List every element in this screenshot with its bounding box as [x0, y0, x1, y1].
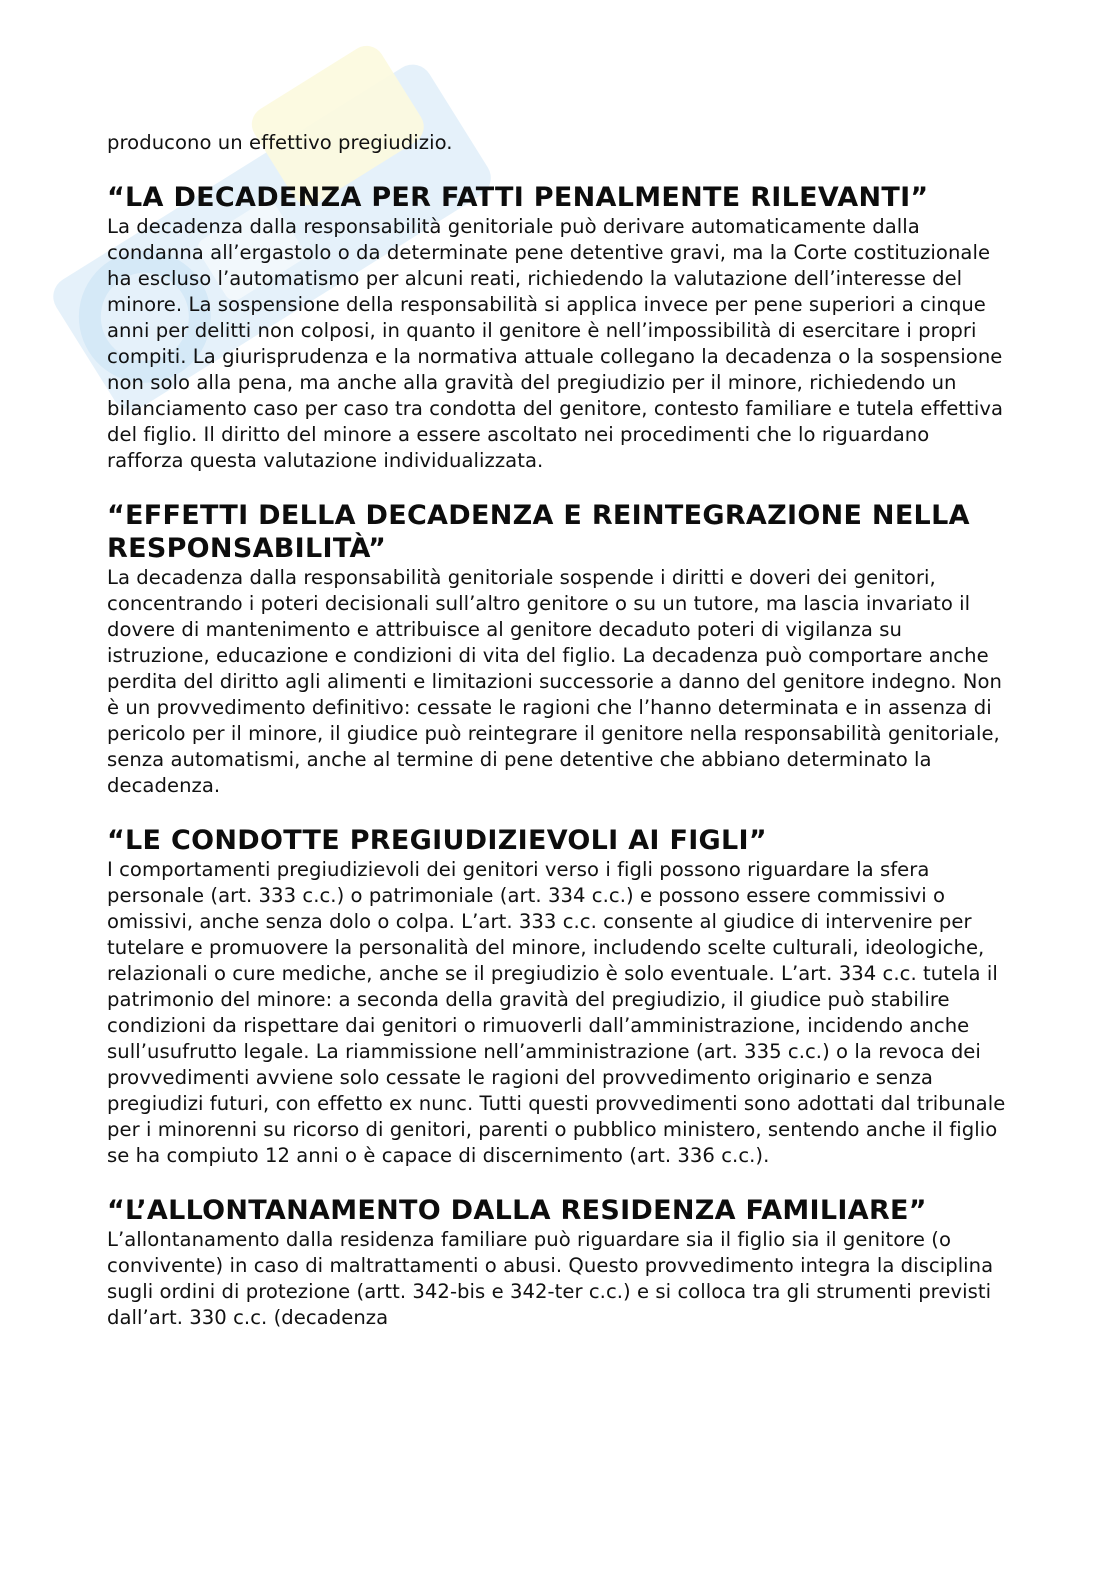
intro-paragraph: producono un effettivo pregiudizio. — [107, 131, 453, 154]
section-paragraph: La decadenza dalla responsabilità genitoriale sospende i diritti e doveri dei genitori, concentrando i poteri decisionali sull’altro genitore o su un tutore, ma lascia invariato il dovere di mantenimento e attribuisce al genitore decaduto poteri di vigilanza su istruzione, educazione e condizioni di vita del figlio. La decadenza può comportare anche perdita del diritto agli alimenti e limitazioni successorie a danno del genitore indegno. Non è un provvedimento definitivo: cessate le ragioni che l’hanno determinata e in assenza di pericolo per il minore, il giudice può reintegrare il genitore nella responsabilità genitoriale, senza automatismi, anche al termine di pene detentive che abbiano determinato la decadenza. — [107, 566, 1002, 797]
section-allontanamento-residenza — [107, 1194, 1007, 1331]
section-heading: “L’ALLONTANAMENTO DALLA RESIDENZA FAMILIARE” — [107, 1195, 927, 1226]
section-paragraph: I comportamenti pregiudizievoli dei genitori verso i figli possono riguardare la sfera personale (art. 333 c.c.) o patrimoniale (art. 334 c.c.) e possono essere commissivi o omissivi, anche senza dolo o colpa. L’art. 333 c.c. consente al giudice di intervenire per tutelare e promuovere la personalità del minore, includendo scelte culturali, ideologiche, relazionali o cure mediche, anche se il pregiudizio è solo eventuale. L’art. 334 c.c. tutela il patrimonio del minore: a seconda della gravità del pregiudizio, il giudice può stabilire condizioni da rispettare dai genitori o rimuoverli dall’amministrazione, incidendo anche sull’usufrutto legale. La riammissione nell’amministrazione (art. 335 c.c.) o la revoca dei provvedimenti avviene solo cessate le ragioni del provvedimento originario e senza pregiudizi futuri, con effetto ex nunc. Tutti questi provvedimenti sono adottati dal tribunale per i minorenni su ricorso di genitori, parenti o pubblico ministero, sentendo anche il figlio se ha compiuto 12 anni o è capace di discernimento (art. 336 c.c.). — [107, 858, 1006, 1167]
section-paragraph: La decadenza dalla responsabilità genitoriale può derivare automaticamente dalla condanna all’ergastolo o da determinate pene detentive gravi, ma la Corte costituzionale ha escluso l’automatismo per alcuni reati, richiedendo la valutazione dell’interesse del minore. La sospensione della responsabilità si applica invece per pene superiori a cinque anni per delitti non colposi, in quanto il genitore è nell’impossibilità di esercitare i propri compiti. La giurisprudenza e la normativa attuale collegano la decadenza o la sospensione non solo alla pena, ma anche alla gravità del pregiudizio per il minore, richiedendo un bilanciamento caso per caso tra condotta del genitore, contesto familiare e tutela effettiva del figlio. Il diritto del minore a essere ascoltato nei procedimenti che lo riguardano rafforza questa valutazione individualizzata. — [107, 215, 1004, 472]
section-condotte-pregiudizievoli — [107, 824, 1007, 1169]
section-heading: “LA DECADENZA PER FATTI PENALMENTE RILEVANTI” — [107, 182, 929, 213]
section-heading: “EFFETTI DELLA DECADENZA E REINTEGRAZIONE NELLA RESPONSABILITÀ” — [107, 500, 970, 564]
section-decadenza-fatti-penali — [107, 181, 1007, 474]
section-heading: “LE CONDOTTE PREGIUDIZIEVOLI AI FIGLI” — [107, 825, 767, 856]
section-paragraph: L’allontanamento dalla residenza familiare può riguardare sia il figlio sia il genitore (o convivente) in caso di maltrattamenti o abusi. Questo provvedimento integra la disciplina sugli ordini di protezione (artt. 342-bis e 342-ter c.c.) e si colloca tra gli strumenti previsti dall’art. 330 c.c. (decadenza — [107, 1228, 994, 1329]
document-page — [107, 130, 1007, 1331]
section-effetti-decadenza — [107, 499, 1007, 799]
